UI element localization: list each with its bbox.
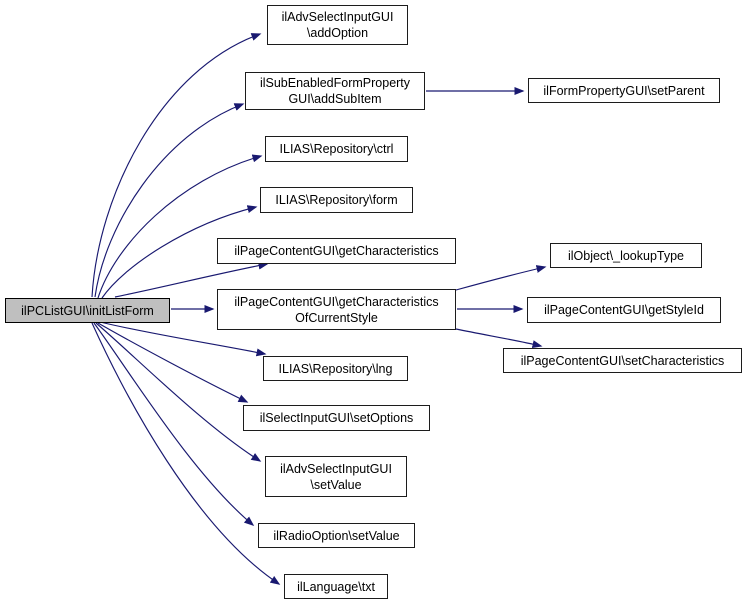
node-label: ilPageContentGUI\setCharacteristics <box>520 353 725 368</box>
node-label-line: OfCurrentStyle <box>295 310 378 325</box>
node-ilselectinputgui-setoptions[interactable] <box>243 405 430 431</box>
node-ilias-repository-ctrl[interactable] <box>265 136 408 162</box>
node-label: ilPageContentGUI\getStyleId <box>544 303 704 317</box>
node-iladvselectinputgui-addoption[interactable] <box>267 5 408 45</box>
node-ilpagecontentgui-getstyleid[interactable] <box>527 297 721 323</box>
node-ilsubenabledformpropertygui-addsubitem[interactable] <box>245 72 425 110</box>
edge-getcharacteristicsofcurrentstyle-setcharacteristics <box>456 329 541 346</box>
edge-initlistform-txt <box>92 323 279 584</box>
node-label-line: ilPageContentGUI\getCharacteristics <box>234 294 439 309</box>
node-label: ilRadioOption\setValue <box>273 528 400 543</box>
node-ilias-repository-lng[interactable] <box>263 356 408 381</box>
node-ilpclistgui-initlistform[interactable] <box>5 298 170 323</box>
node-iladvselectinputgui-setvalue[interactable] <box>265 456 407 497</box>
node-illanguage-txt[interactable] <box>284 574 388 599</box>
node-label-line: ilAdvSelectInputGUI <box>281 10 394 24</box>
node-label: ilFormPropertyGUI\setParent <box>543 83 705 98</box>
node-label-line: ilSubEnabledFormProperty <box>259 76 411 90</box>
edge-initlistform-addsubitem <box>95 104 243 297</box>
node-ilpagecontentgui-setcharacteristics[interactable] <box>503 348 742 373</box>
edge-initlistform-setoptions <box>98 323 247 402</box>
node-ilpagecontentgui-getcharacteristics[interactable] <box>217 238 456 264</box>
edge-getcharacteristicsofcurrentstyle-lookuptype <box>456 267 545 290</box>
node-label-line: ilAdvSelectInputGUI <box>280 461 392 476</box>
node-label-line: GUI\addSubItem <box>288 92 382 106</box>
node-label: ILIAS\Repository\form <box>275 193 398 207</box>
node-ilpagecontentgui-getcharacteristicsofcurrentstyle[interactable] <box>217 289 456 330</box>
node-label: ilSelectInputGUI\setOptions <box>259 411 414 425</box>
edge-initlistform-setvalue-adv <box>96 323 260 461</box>
node-ilformpropertygui-setparent[interactable] <box>528 78 720 103</box>
edge-initlistform-setvalue-radio <box>94 323 253 525</box>
node-ilradiooption-setvalue[interactable] <box>258 523 415 548</box>
node-ilobject-lookuptype[interactable] <box>550 243 702 268</box>
node-label: ILIAS\Repository\lng <box>278 361 393 376</box>
node-label: ilPCListGUI\initListForm <box>21 303 154 318</box>
node-ilias-repository-form[interactable] <box>260 187 413 213</box>
node-label: ilLanguage\txt <box>297 579 375 594</box>
node-label-line: \setValue <box>310 477 362 492</box>
node-label-line: \addOption <box>306 26 369 40</box>
node-label: ilPageContentGUI\getCharacteristics <box>234 244 439 258</box>
node-label: ilObject\_lookupType <box>567 248 685 263</box>
node-label: ILIAS\Repository\ctrl <box>279 142 394 156</box>
